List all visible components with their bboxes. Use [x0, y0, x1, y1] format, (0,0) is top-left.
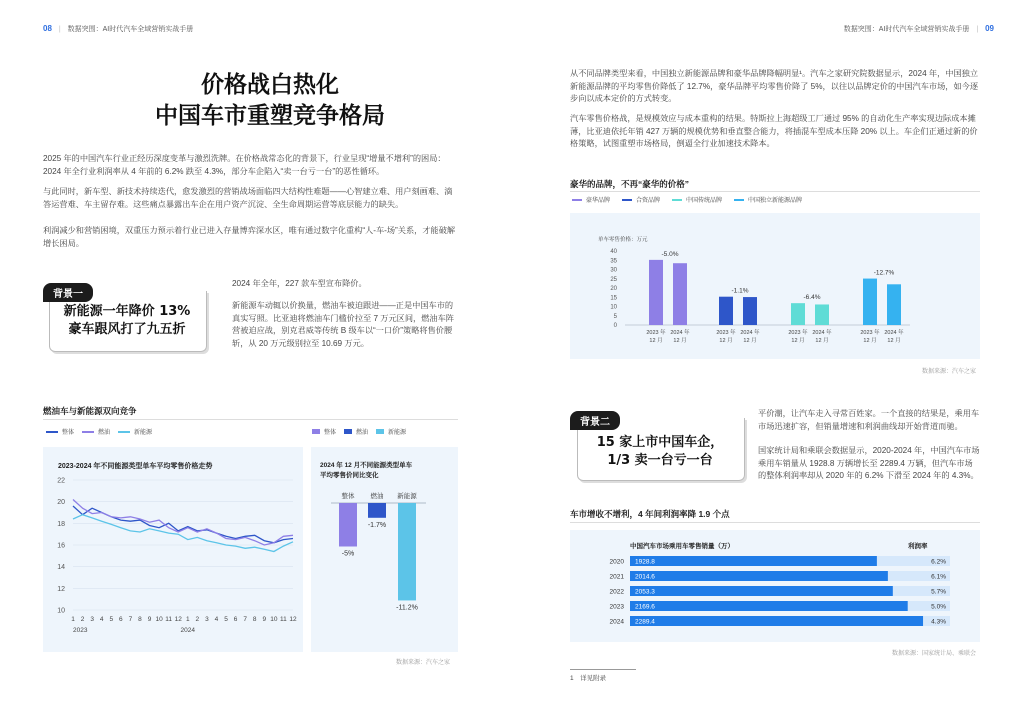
- y-tick-label: 40: [610, 249, 617, 255]
- x-tick-label: 2024 年: [670, 330, 690, 336]
- legend-label: 合资品牌: [636, 198, 661, 204]
- x-tick-label: 3: [205, 616, 209, 623]
- x-tick-label: 2023 年: [646, 330, 666, 336]
- legend-swatch: [376, 429, 384, 434]
- series-line-新能源: [73, 515, 293, 552]
- sales-value-label: 2169.6: [635, 603, 655, 611]
- x-tick-label: 5: [109, 616, 114, 623]
- x-tick-label: 7: [243, 616, 247, 623]
- x-tick-label: 1: [71, 616, 75, 623]
- x-tick-label: 2023 年: [860, 330, 880, 336]
- right-header-title: 数据突围：AI时代汽车全域营销实战手册: [843, 26, 970, 33]
- year-label: 2020: [609, 558, 624, 566]
- bar-中国传统品牌: [815, 304, 829, 325]
- legend-swatch: [312, 429, 320, 434]
- background-1-text-2: 新能源车动辄以价换量，燃油车被迫跟进——正是中国车市的真实写照。比亚迪将燃油车门槛价拉至 7 万元区间，燃油车阵营被迫应战，别克君威等传统 B 级车以“一口价”策略将售价腰斩，从 20 万元级别拉至 10.69 万元。: [232, 301, 454, 348]
- background-2-quote-line1: 15 家上市中国车企，: [596, 435, 724, 450]
- x-group-label: 2023: [73, 627, 88, 634]
- bar-中国独立新能源品牌: [887, 284, 901, 325]
- bar-中国传统品牌: [791, 303, 805, 325]
- intro-paragraph-2: 与此同时，新车型、新技术持续迭代，愈发激烈的营销战场面临四大结构性难题——心智建立难、用户刻画难、滴答运营难、车主留存难。这些痛点暴露出车企在用户资产沉淀、全生命周期运营等底层能力的缺失。: [43, 187, 453, 209]
- left-header-title: 数据突围：AI时代汽车全域营销实战手册: [67, 26, 194, 33]
- legend-swatch: [572, 199, 582, 201]
- year-label: 2023: [609, 603, 624, 611]
- chart3-source-note: 数据来源：汽车之家: [922, 369, 977, 375]
- profit-rate-label: 4.3%: [931, 618, 946, 626]
- x-tick-label: 10: [270, 616, 278, 623]
- chart1-line-svg: [43, 470, 303, 652]
- bar-中国独立新能源品牌: [863, 279, 877, 325]
- sales-value-label: 2014.6: [635, 573, 655, 581]
- legend-swatch: [734, 199, 744, 201]
- x-tick-label: 1: [185, 616, 190, 623]
- x-tick-label: 2024 年: [812, 330, 832, 336]
- y-tick-label: 10: [610, 304, 617, 311]
- y-tick-label: 16: [57, 542, 65, 550]
- x-tick-label: 8: [138, 616, 142, 623]
- sales-value-label: 2053.3: [635, 588, 655, 596]
- right-paragraph-1: 从不同品牌类型来看，中国独立新能源品牌和豪华品牌降幅明显¹。汽车之家研究院数据显示，2024 年，中国独立新能源品牌的平均零售价降低了 12.7%，豪华品牌平均零售价降了 5%，以往以品牌定价的中国汽车市场，如今逐步向以成本定价的方式转变。: [570, 69, 979, 104]
- x-tick-label: 9: [147, 616, 152, 623]
- chart4-source-note: 数据来源：国家统计局、乘联会: [892, 651, 977, 657]
- x-tick-label: 9: [262, 616, 267, 623]
- bar-新能源: [398, 503, 416, 600]
- y-tick-label: 0: [613, 323, 617, 329]
- sales-bar-2024: [630, 616, 923, 626]
- chart4-bar-svg: [570, 553, 980, 638]
- x-tick-label: 2023 年: [788, 330, 808, 336]
- chart1-legend: [46, 427, 152, 436]
- x-tick-label: 12 月: [815, 338, 829, 344]
- section-divider: [570, 522, 980, 523]
- background-1-quote: [49, 303, 205, 339]
- y-tick-label: 5: [613, 313, 617, 320]
- legend-label: 中国传统品牌: [686, 198, 723, 204]
- chart1-title: 2023-2024 年不同能源类型单车平均零售价格走势: [58, 463, 213, 470]
- chart4-section-title: 车市增收不增利，4 年间利润率降 1.9 个点: [570, 509, 730, 519]
- footnote-divider: [570, 669, 636, 670]
- background-1-quote-line1: 新能源一年降价 13%: [63, 304, 191, 319]
- bar-value-label: -11.2%: [396, 604, 418, 612]
- bar-value-label: -1.7%: [367, 521, 387, 529]
- change-label: -6.4%: [803, 294, 821, 302]
- legend-swatch: [622, 199, 632, 201]
- year-label: 2021: [609, 573, 624, 581]
- chart2-title-line2: 平均零售价同比变化: [320, 472, 379, 479]
- y-tick-label: 10: [57, 607, 65, 615]
- background-2-text-2: 国家统计局和乘联会数据显示，2020-2024 年，中国汽车市场乘用车销量从 1928.8 万辆增长至 2289.4 万辆，但汽车市场的整体利润率却从 2020 年的 6.2% 下滑至 2024 年的 4.3%。: [758, 446, 980, 481]
- bar-燃油: [368, 503, 386, 518]
- change-label: -1.1%: [731, 287, 749, 295]
- x-tick-label: 12 月: [887, 338, 901, 344]
- x-tick-label: 12 月: [719, 338, 733, 344]
- page-title: [80, 70, 460, 132]
- x-tick-label: 6: [233, 616, 238, 623]
- category-label: 燃油: [370, 493, 384, 500]
- legend-label: 新能源: [134, 430, 153, 436]
- x-tick-label: 2: [195, 616, 200, 623]
- x-tick-label: 12 月: [743, 338, 757, 344]
- legend-swatch: [82, 431, 94, 433]
- background-2-text-1: 平价潮，让汽车走入寻常百姓家。一个直接的结果是，乘用车市场迅速扩容，但销量增速和利润曲线却开始背道而驰。: [758, 409, 980, 431]
- y-tick-label: 30: [610, 267, 617, 274]
- bar-整体: [339, 503, 357, 547]
- chart4-header-left: 中国汽车市场乘用车零售销量（万）: [630, 543, 734, 550]
- x-tick-label: 8: [252, 616, 257, 623]
- legend-swatch: [672, 199, 682, 201]
- x-tick-label: 4: [99, 616, 104, 623]
- background-2-quote: [577, 434, 743, 470]
- chart3-ylabel: 单车零售价格：万元: [598, 237, 648, 243]
- footnote: 1 详见附录: [570, 675, 607, 682]
- x-tick-label: 12 月: [863, 338, 877, 344]
- y-tick-label: 14: [57, 564, 65, 572]
- x-tick-label: 6: [119, 616, 123, 623]
- chart2-bar-svg: [311, 485, 458, 650]
- chart2-legend: [312, 427, 406, 436]
- background-1-quote-line2: 豪车跟风打了九五折: [68, 322, 186, 337]
- y-tick-label: 35: [610, 258, 617, 265]
- x-tick-label: 11: [165, 616, 173, 623]
- category-label: 新能源: [397, 493, 417, 500]
- category-label: 整体: [341, 493, 355, 500]
- sales-bar-2023: [630, 601, 908, 611]
- legend-swatch: [344, 429, 352, 434]
- legend-label: 新能源: [388, 430, 407, 436]
- legend-label: 中国独立新能源品牌: [748, 198, 803, 204]
- left-page-number: 08: [43, 24, 52, 33]
- background-1-tag: 背景一: [43, 283, 93, 302]
- x-tick-label: 2024 年: [740, 330, 760, 336]
- bar-value-label: -5%: [341, 550, 355, 558]
- background-2-quote-line2: 1/3 卖一台亏一台: [607, 453, 713, 468]
- x-tick-label: 4: [214, 616, 219, 623]
- y-tick-label: 20: [610, 286, 617, 292]
- intro-paragraph-1: 2025 年的中国汽车行业正经历深度变革与激烈洗牌。在价格战常态化的背景下，行业呈现“增量不增利”的困局：2024 年全行业利润率从 4 年前的 6.2% 跌至 4.3%，部分车企陷入“卖一台亏一台”的恶性循环。: [43, 154, 446, 176]
- x-tick-label: 3: [90, 616, 94, 623]
- chart4-header-right: 利润率: [908, 543, 928, 550]
- y-tick-label: 25: [610, 276, 617, 283]
- bar-合资品牌: [719, 297, 733, 325]
- right-paragraph-2: 汽车零售价格战，是规模效应与成本重构的结果。特斯拉上海超级工厂通过 95% 的自动化生产率实现边际成本摊薄，比亚迪依托年销 427 万辆的规模优势和垂直整合能力，将插混车型成本压降 20% 以上。车企们正通过新的价格策略，试图重塑市场格局，倒逼全行业加速技术降本。: [570, 114, 978, 149]
- change-label: -5.0%: [661, 250, 679, 258]
- x-tick-label: 5: [224, 616, 228, 623]
- profit-rate-label: 6.1%: [931, 573, 946, 581]
- section-divider: [570, 191, 980, 192]
- x-tick-label: 2024 年: [884, 330, 904, 336]
- y-tick-label: 12: [57, 585, 65, 593]
- section-divider: [43, 419, 458, 420]
- x-tick-label: 12 月: [673, 338, 687, 344]
- change-label: -12.7%: [873, 269, 895, 277]
- background-1-text-1: 2024 年全年，227 款车型宣布降价。: [232, 279, 367, 288]
- page-title-line1: 价格战白热化: [201, 72, 339, 98]
- legend-label: 燃油: [98, 430, 111, 436]
- sales-bar-2022: [630, 586, 893, 596]
- year-label: 2024: [609, 618, 624, 626]
- bar-豪华品牌: [673, 263, 687, 325]
- bar-豪华品牌: [649, 260, 663, 325]
- legend-swatch: [46, 431, 58, 433]
- legend-label: 燃油: [356, 430, 369, 436]
- header-divider: |: [976, 26, 979, 33]
- y-tick-label: 15: [610, 295, 617, 302]
- background-2-tag: 背景二: [570, 411, 620, 430]
- profit-rate-label: 5.0%: [931, 603, 946, 611]
- x-group-label: 2024: [180, 627, 196, 634]
- legend-label: 整体: [324, 430, 337, 436]
- x-tick-label: 12: [174, 616, 182, 623]
- x-tick-label: 12 月: [791, 338, 805, 344]
- x-tick-label: 2023 年: [716, 330, 736, 336]
- sales-value-label: 1928.8: [635, 558, 655, 566]
- x-tick-label: 11: [280, 616, 287, 623]
- legend-swatch: [118, 431, 130, 433]
- x-tick-label: 12 月: [649, 338, 663, 344]
- chart3-legend: [572, 195, 802, 204]
- chart3-section-title: 豪华的品牌，不再“豪华的价格”: [570, 179, 690, 189]
- y-tick-label: 22: [57, 477, 65, 485]
- chart3-bar-svg: [570, 243, 980, 353]
- sales-bar-2021: [630, 571, 888, 581]
- intro-paragraph-3: 利润减少和营销困境，双重压力预示着行业已进入存量博弈深水区，唯有通过数字化重构“人-车-场”关系，才能破解增长困局。: [43, 226, 456, 248]
- chart2-title-line1: 2024 年 12 月不同能源类型单车: [320, 462, 413, 469]
- y-tick-label: 20: [57, 499, 65, 507]
- x-tick-label: 10: [155, 616, 163, 623]
- year-label: 2022: [609, 588, 624, 596]
- fuel-nev-section-title: 燃油车与新能源双向竞争: [43, 406, 137, 416]
- page-title-line2: 中国车市重塑竞争格局: [155, 103, 385, 129]
- right-page-number: 09: [985, 24, 994, 33]
- legend-label: 豪华品牌: [586, 198, 611, 204]
- left-source-note: 数据来源：汽车之家: [396, 660, 451, 666]
- x-tick-label: 7: [128, 616, 133, 623]
- header-divider: |: [58, 26, 61, 33]
- right-page-header: [844, 24, 994, 34]
- profit-rate-label: 5.7%: [931, 588, 946, 596]
- chart2-title: [320, 461, 412, 481]
- bar-合资品牌: [743, 297, 757, 325]
- legend-label: 整体: [62, 430, 75, 436]
- x-tick-label: 12: [289, 616, 297, 623]
- sales-bar-2020: [630, 556, 877, 566]
- sales-value-label: 2289.4: [635, 618, 655, 626]
- profit-rate-label: 6.2%: [931, 558, 946, 566]
- x-tick-label: 2: [80, 616, 85, 623]
- left-page-header: [43, 24, 193, 34]
- y-tick-label: 18: [57, 520, 65, 528]
